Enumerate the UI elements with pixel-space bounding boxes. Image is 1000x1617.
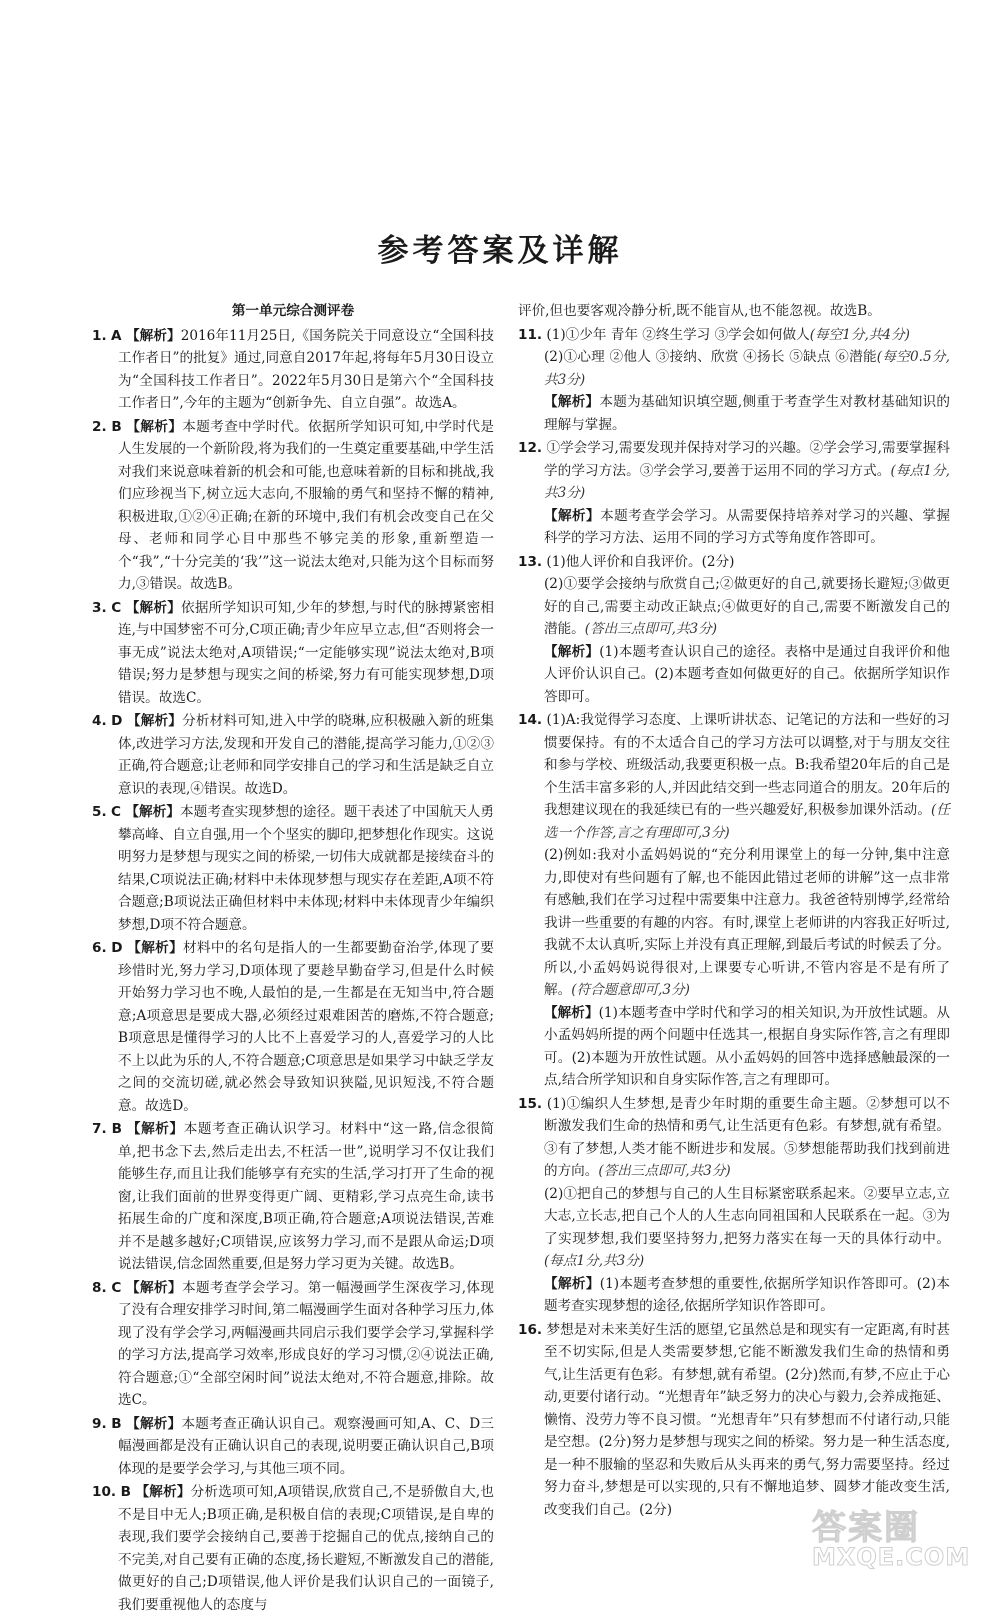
answer-item	[518, 1093, 950, 1318]
analysis-tag: 【解析】	[125, 327, 181, 344]
analysis-tag: 【解析】	[544, 507, 601, 524]
answer-paragraph	[544, 573, 950, 641]
answer-number: 7.	[92, 1121, 107, 1137]
answer-paragraph	[546, 327, 910, 343]
answer-choice: C	[111, 804, 121, 820]
analysis-tag: 【解析】	[126, 1415, 182, 1432]
answer-paragraph	[544, 712, 950, 841]
answer-paragraph	[544, 1322, 950, 1518]
answer-number: 15.	[518, 1095, 543, 1112]
analysis-tag: 【解析】	[126, 1279, 182, 1296]
score-note: (答出三点即可,共3分)	[598, 1163, 731, 1179]
answer-list-right	[518, 324, 950, 1522]
analysis-text: 分析材料可知,进入中学的晓琳,应积极融入新的班集体,改进学习方法,发现和开发自己的潜能,提高学习能力,①②③正确,符合题意;让老师和同学安排自己的学习和生活是缺乏自立意识的表现,④错误。故选D。	[118, 713, 495, 797]
continuation-body: 评价,但也要客观冷静分析,既不能盲从,也不能忽视。故选B。	[518, 303, 881, 319]
answer-item	[92, 416, 494, 596]
analysis-tag: 【解析】	[125, 804, 181, 820]
answer-number: 2.	[92, 418, 107, 435]
answer-list-left	[92, 325, 494, 1617]
analysis-tag: 【解析】	[544, 1004, 599, 1021]
section-title: 第一单元综合测评卷	[231, 303, 355, 319]
answer-text: (1)①少年 青年 ②终生学习 ③学会如何做人	[546, 326, 810, 343]
answer-number: 13.	[518, 553, 543, 570]
answer-paragraph	[544, 440, 950, 501]
answer-text: (2)①要学会接纳与欣赏自己;②做更好的自己,就要扬长避短;③做更好的自己,需要主动改正缺点;④做更好的自己,需要不断激发自己的潜能。	[544, 576, 950, 637]
score-note: (每点1分,共3分)	[544, 1253, 645, 1269]
answer-choice: A	[111, 327, 122, 344]
answer-choice: B	[111, 1121, 122, 1137]
answer-text: (1)A:我觉得学习态度、上课听讲状态、记笔记的方法和一些好的习惯要保持。有的不太适合自己的学习方法可以调整,对于与朋友交往和参与学校、班级活动,我要更积极一点。B:我希望20年后的自己是个生活丰富多彩的人,并因此结交到一些志同道合的朋友。20年后的我想建议现在的我延续已有的一些兴趣爱好,积极参加课外活动。	[544, 712, 951, 818]
left-column	[92, 300, 494, 1617]
answer-paragraph	[544, 505, 950, 550]
answer-number: 16.	[518, 1321, 543, 1338]
score-note: (每点1分,共3分)	[544, 462, 950, 501]
answer-paragraph	[544, 641, 950, 709]
analysis-tag: 【解析】	[126, 1121, 184, 1137]
answer-paragraph	[544, 1002, 950, 1092]
right-column	[518, 300, 950, 1522]
answer-text: (2)①把自己的梦想与自己的人生目标紧密联系起来。②要早立志,立大志,立长志,把自己个人的人生志向同祖国和人民联系在一起。③为了实现梦想,我们要坚持努力,把努力落实在每一天的具体行动中。	[544, 1185, 950, 1247]
answer-item	[92, 597, 494, 710]
answer-item	[92, 710, 494, 800]
analysis-tag: 【解析】	[127, 940, 184, 956]
score-note: (任选一个作答,言之有理即可,3分)	[544, 802, 950, 841]
score-note: (答出三点即可,共3分)	[584, 621, 718, 637]
analysis-tag: 【解析】	[126, 713, 183, 729]
answer-number: 1.	[92, 327, 107, 344]
answer-item	[92, 1118, 494, 1276]
score-note: (符合题意即可,3分)	[571, 982, 690, 998]
answer-number: 5.	[92, 804, 107, 820]
answer-paragraph	[544, 346, 950, 391]
answer-number: 3.	[92, 599, 107, 616]
answer-number: 9.	[92, 1415, 107, 1432]
answer-text: (1)他人评价和自我评价。(2分)	[546, 553, 735, 570]
analysis-text: 本题考查正确认识学习。材料中“这一路,信念很简单,把书念下去,然后走出去,不枉活一世”,说明学习不仅让我们能够生存,而且让我们能够享有充实的生活,学习打开了生命的视窗,让我们面前的世界变得更广阔、更精彩,学习点亮生命,读书拓展生命的广度和深度,B项正确,符合题意;A项说法错误,苦难并不是越多越好;C项错误,应该努力学习,而不是跟从命运;D项说法错误,信念固然重要,但是努力学习更为关键。故选B。	[118, 1121, 494, 1272]
answer-text: (1)本题考查认识自己的途径。表格中是通过自我评价和他人评价认识自己。(2)本题考查如何做更好的自己。依据所学知识作答即可。	[544, 643, 950, 705]
answer-item	[92, 325, 494, 415]
analysis-text: 2016年11月25日,《国务院关于同意设立“全国科技工作者日”的批复》通过,同意自2017年起,将每年5月30日设立为“全国科技工作者日”。2022年5月30日是第六个“全国科技工作者日”,今年的主题为“创新争先、自立自强”。故选A。	[118, 327, 494, 411]
answer-number: 14.	[518, 712, 543, 728]
answer-item	[518, 709, 950, 1092]
answer-paragraph	[544, 1273, 950, 1318]
analysis-text: 本题考查学会学习。第一幅漫画学生深夜学习,体现了没有合理安排学习时间,第二幅漫画学生面对各种学习压力,体现了没有学会学习,两幅漫画共同启示我们要学会学习,掌握科学的学习方法,提高学习效率,形成良好的学习习惯,②④说法正确,符合题意;①“全部空闲时间”说法太绝对,不符合题意,排除。故选C。	[118, 1279, 495, 1408]
answer-item	[92, 801, 494, 936]
answer-number: 10.	[92, 1484, 117, 1500]
answer-text: 本题为基础知识填空题,侧重于考查学生对教材基础知识的理解与掌握。	[544, 394, 950, 433]
analysis-text: 本题考查中学时代。依据所学知识可知,中学时代是人生发展的一个新阶段,将为我们的一生奠定重要基础,中学生活对我们来说意味着新的机会和可能,也意味着新的目标和挑战,我们应珍视当下,树立远大志向,不服输的勇气和坚持不懈的精神,积极进取,①②④正确;在新的环境中,我们有机会改变自己在父母、老师和同学心目中那些不够完美的形象,重新塑造一个“我”,“十分完美的‘我’”这一说法太绝对,只能为这个目标而努力,③错误。故选B。	[118, 418, 494, 592]
answer-item	[92, 1277, 494, 1412]
answer-number: 6.	[92, 940, 107, 956]
answer-item	[518, 551, 950, 709]
answer-text: (2)①心理 ②他人 ③接纳、欣赏 ④扬长 ⑤缺点 ⑥潜能	[544, 349, 877, 365]
score-note: (每空1分,共4分)	[809, 326, 910, 343]
analysis-text: 本题考查正确认识自己。观察漫画可知,A、C、D三幅漫画都是没有正确认识自己的表现,说明要正确认识自己,B项体现的是要学会学习,与其他三项不同。	[118, 1415, 494, 1477]
score-note: (每空0.5分,共3分)	[544, 349, 950, 388]
analysis-tag: 【解析】	[544, 394, 600, 410]
answer-text: 梦想是对未来美好生活的愿望,它虽然总是和现实有一定距离,有时甚至不切实际,但是人类需要梦想,它能不断激发我们生命的热情和勇气,让生活更有色彩。有梦想,就有希望。(2分)然而,有梦,不应止于心动,更要付诸行动。“光想青年”缺乏努力的决心与毅力,会养成拖延、懒惰、没劳力等不良习惯。“光想青年”只有梦想而不付诸行动,只能是空想。(2分)努力是梦想与现实之间的桥梁。努力是一种生活态度,是一种不服输的坚忍和失败后从头再来的勇气,努力需要坚持。经过努力奋斗,梦想是可以实现的,只有不懈地追梦、圆梦才能改变生活,改变我们自己。(2分)	[544, 1321, 951, 1518]
answer-item	[518, 437, 950, 550]
answer-choice: C	[111, 1279, 122, 1296]
answer-paragraph	[546, 554, 734, 570]
answer-choice: D	[111, 713, 123, 729]
analysis-tag: 【解析】	[126, 418, 183, 435]
answer-choice: B	[111, 1415, 122, 1432]
answer-paragraph	[544, 1096, 950, 1180]
analysis-tag: 【解析】	[125, 599, 182, 616]
answer-text: (1)①编织人生梦想,是青少年时期的重要生命主题。②梦想可以不断激发我们生命的热情和勇气,让生活更有色彩。有梦想,就有希望。③有了梦想,人类才能不断进步和发展。⑤梦想能帮助我们找到前进的方向。	[544, 1095, 951, 1179]
answer-choice: D	[111, 940, 123, 956]
answer-item	[92, 1413, 494, 1481]
answer-number: 11.	[518, 326, 543, 343]
analysis-text: 分析选项可知,A项错误,欣赏自己,不是骄傲自大,也不是目中无人;B项正确,是积极自信的表现;C项错误,是自卑的表现,我们要学会接纳自己,要善于挖掘自己的优点,接纳自己的不完美,对自己要有正确的态度,扬长避短,不断激发自己的潜能,做更好的自己;D项错误,他人评价是我们认识自己的一面镜子,我们要重视他人的态度与	[118, 1484, 494, 1613]
analysis-tag: 【解析】	[544, 1275, 600, 1292]
answer-text: (2)例如:我对小孟妈妈说的“充分利用课堂上的每一分钟,集中注意力,即使对有些问题有了解,也不能因此错过老师的讲解”这一点非常有感触,我们在学习过程中需要集中注意力。我爸爸特别博学,经常给我讲一些重要的有趣的内容。有时,课堂上老师讲的内容我正好听过,我就不太认真听,实际上并没有真正理解,到最后考试的时候丢了分。所以,小孟妈妈说得很对,上课要专心听讲,不管内容是不是有所了解。	[544, 847, 950, 998]
answer-number: 8.	[92, 1279, 107, 1296]
page-title: 参考答案及详解	[377, 233, 623, 269]
answer-item	[518, 324, 950, 437]
analysis-text: 本题考查实现梦想的途径。题干表述了中国航天人勇攀高峰、自立自强,用一个个坚实的脚印,把梦想化作现实。这说明努力是梦想与现实之间的桥梁,一切伟大成就都是接续奋斗的结果,C项说法正确;材料中未体现梦想与现实存在差距,A项不符合题意;B项说法正确但材料中未体现;材料中未体现青少年编织梦想,D项不符合题意。	[118, 804, 495, 933]
answer-item	[92, 937, 494, 1117]
analysis-text: 材料中的名句是指人的一生都要勤奋治学,体现了要珍惜时光,努力学习,D项体现了要趁早勤奋学习,但是什么时候开始努力学习也不晚,人最怕的是,一生都是在无知当中,符合题意;A项意思是要成大器,必须经过艰难困苦的磨炼,不符合题意;B项意思是懂得学习的人比不上喜爱学习的人,喜爱学习的人比不上以此为乐的人,不符合题意;C项意思是如果学习中缺乏学友之间的交流切磋,就必然会导致知识狭隘,见识短浅,不符合题意。故选D。	[118, 940, 495, 1114]
watermark-url: MXQE.COM	[812, 1543, 971, 1571]
continuation-text	[518, 300, 950, 323]
answer-text: (1)本题考查中学时代和学习的相关知识,为开放性试题。从小孟妈妈所提的两个问题中任选其一,根据自身实际作答,言之有理即可。(2)本题为开放性试题。从小孟妈妈的回答中选择感触最深的一点,结合所学知识和自身实际作答,言之有理即可。	[544, 1004, 950, 1088]
answer-paragraph	[544, 1183, 950, 1273]
answer-item	[92, 1481, 494, 1616]
watermark-logo	[812, 1500, 982, 1570]
analysis-tag: 【解析】	[135, 1484, 191, 1500]
answer-item	[518, 1319, 950, 1522]
answer-text: 本题考查学会学习。从需要保持培养对学习的兴趣、掌握科学的学习方法、运用不同的学习方式等角度作答即可。	[544, 507, 951, 546]
answer-choice: B	[111, 418, 122, 435]
answer-paragraph	[544, 391, 950, 436]
answer-choice: B	[120, 1484, 131, 1500]
watermark-logo-text: 答案圈	[812, 1508, 920, 1548]
answer-paragraph	[544, 844, 950, 1002]
answer-text: (1)本题考查梦想的重要性,依据所学知识作答即可。(2)本题考查实现梦想的途径,依据所学知识作答即可。	[544, 1275, 950, 1314]
answer-choice: C	[111, 599, 122, 616]
answer-number: 12.	[518, 440, 543, 456]
answer-number: 4.	[92, 713, 107, 729]
answer-text: ①学会学习,需要发现并保持对学习的兴趣。②学会学习,需要掌握科学的学习方法。③学会学习,要善于运用不同的学习方式。	[544, 440, 951, 479]
analysis-tag: 【解析】	[544, 643, 600, 660]
analysis-text: 依据所学知识可知,少年的梦想,与时代的脉搏紧密相连,与中国梦密不可分,C项正确;青少年应早立志,但“否则将会一事无成”说法太绝对,A项错误;“一定能够实现”说法太绝对,B项错误;努力是梦想与现实之间的桥梁,努力有可能实现梦想,D项错误。故选C。	[118, 599, 495, 706]
